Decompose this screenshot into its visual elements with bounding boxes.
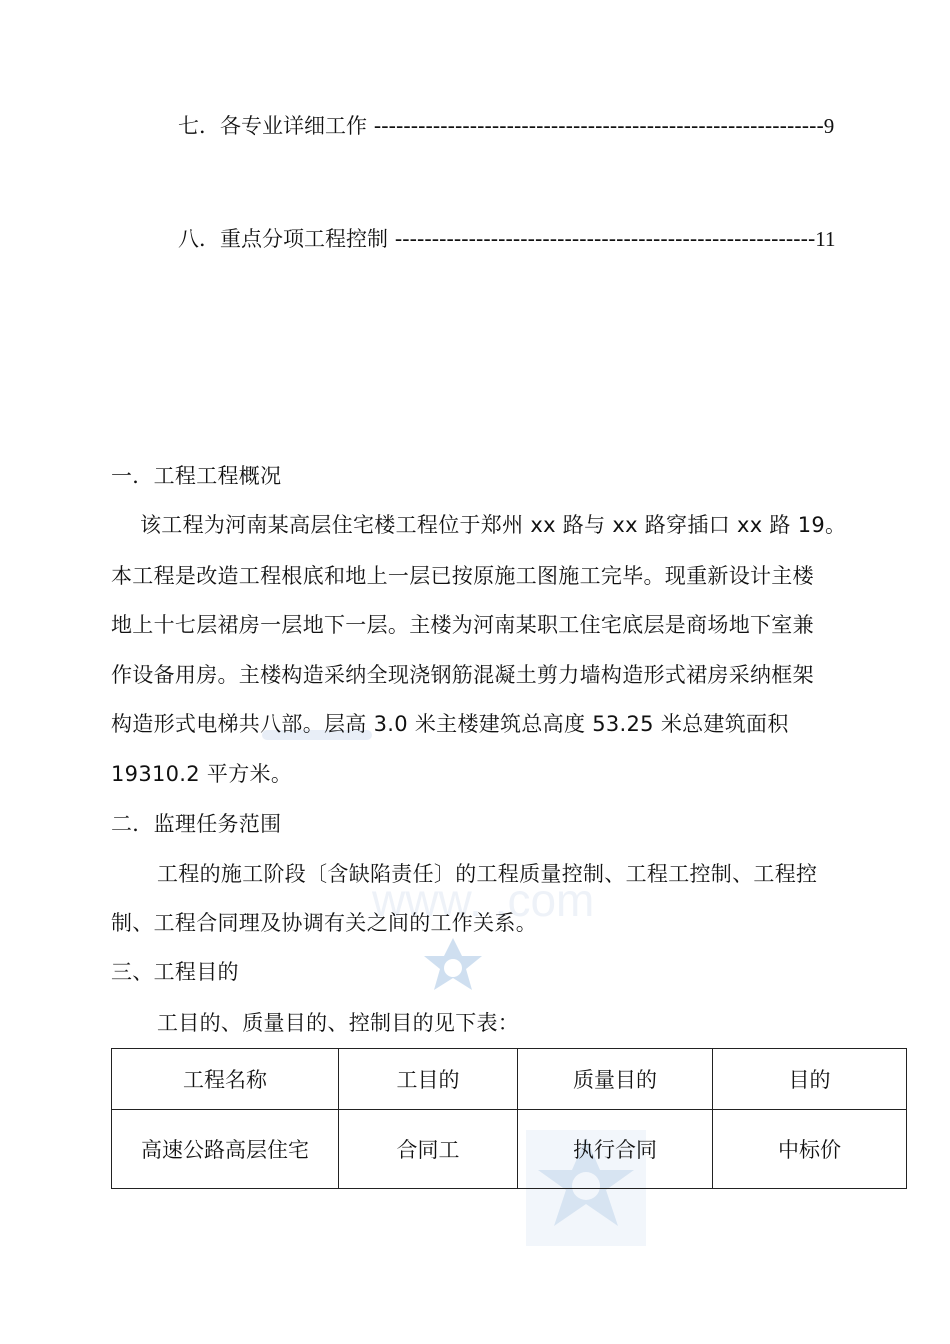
table-intro: 工目的、质量目的、控制目的见下表： <box>157 1011 520 1035</box>
toc-label: 七．各专业详细工作 <box>178 114 367 138</box>
table-header-cell: 工程名称 <box>112 1049 339 1110</box>
toc-label: 八．重点分项工程控制 <box>178 227 388 251</box>
table-cell: 合同工 <box>339 1110 518 1189</box>
toc-entry[interactable] <box>178 225 835 253</box>
paragraph-line: 地上十七层裙房一层地下一层。主楼为河南某职工住宅底层是商场地下室兼 <box>111 613 814 637</box>
section-heading: 三、工程目的 <box>111 960 239 984</box>
section-heading: 二．监理任务范围 <box>111 812 282 836</box>
toc-entry[interactable] <box>178 112 834 140</box>
table-header-cell: 工目的 <box>339 1049 518 1110</box>
paragraph-line: 构造形式电梯共八部。层高 3.0 米主楼建筑总高度 53.25 米总建筑面积 <box>111 712 789 736</box>
table-header-cell: 质量目的 <box>518 1049 713 1110</box>
paragraph-line: 制、工程合同理及协调有关之间的工作关系。 <box>111 911 537 935</box>
table-cell: 高速公路高层住宅 <box>112 1110 339 1189</box>
toc-page: 9 <box>823 114 835 138</box>
section-heading: 一．工程工程概况 <box>111 464 282 488</box>
toc-leader: ------------------------------------------------------------- <box>373 114 824 138</box>
paragraph-line: 本工程是改造工程根底和地上一层已按原施工图施工完毕。现重新设计主楼 <box>111 564 814 588</box>
paragraph-line: 该工程为河南某高层住宅楼工程位于郑州 xx 路与 xx 路穿插口 xx 路 19。 <box>140 513 847 537</box>
toc-page: 11 <box>815 227 836 251</box>
paragraph-line: 19310.2 平方米。 <box>111 762 293 786</box>
svg-text:www. .com: www. .com <box>372 874 595 926</box>
watermark-emblem-icon <box>418 936 488 1010</box>
table-cell: 执行合同 <box>518 1110 713 1189</box>
project-targets-table <box>111 1048 907 1189</box>
toc-leader: --------------------------------------------------------- <box>394 227 816 251</box>
table-row <box>112 1110 907 1189</box>
paragraph-line: 工程的施工阶段〔含缺陷责任〕的工程质量控制、工程工控制、工程控 <box>157 862 818 886</box>
table-header-cell: 目的 <box>713 1049 907 1110</box>
table-header-row <box>112 1049 907 1110</box>
table-cell: 中标价 <box>713 1110 907 1189</box>
paragraph-line: 作设备用房。主楼构造采纳全现浇钢筋混凝土剪力墙构造形式裙房采纳框架 <box>111 663 814 687</box>
